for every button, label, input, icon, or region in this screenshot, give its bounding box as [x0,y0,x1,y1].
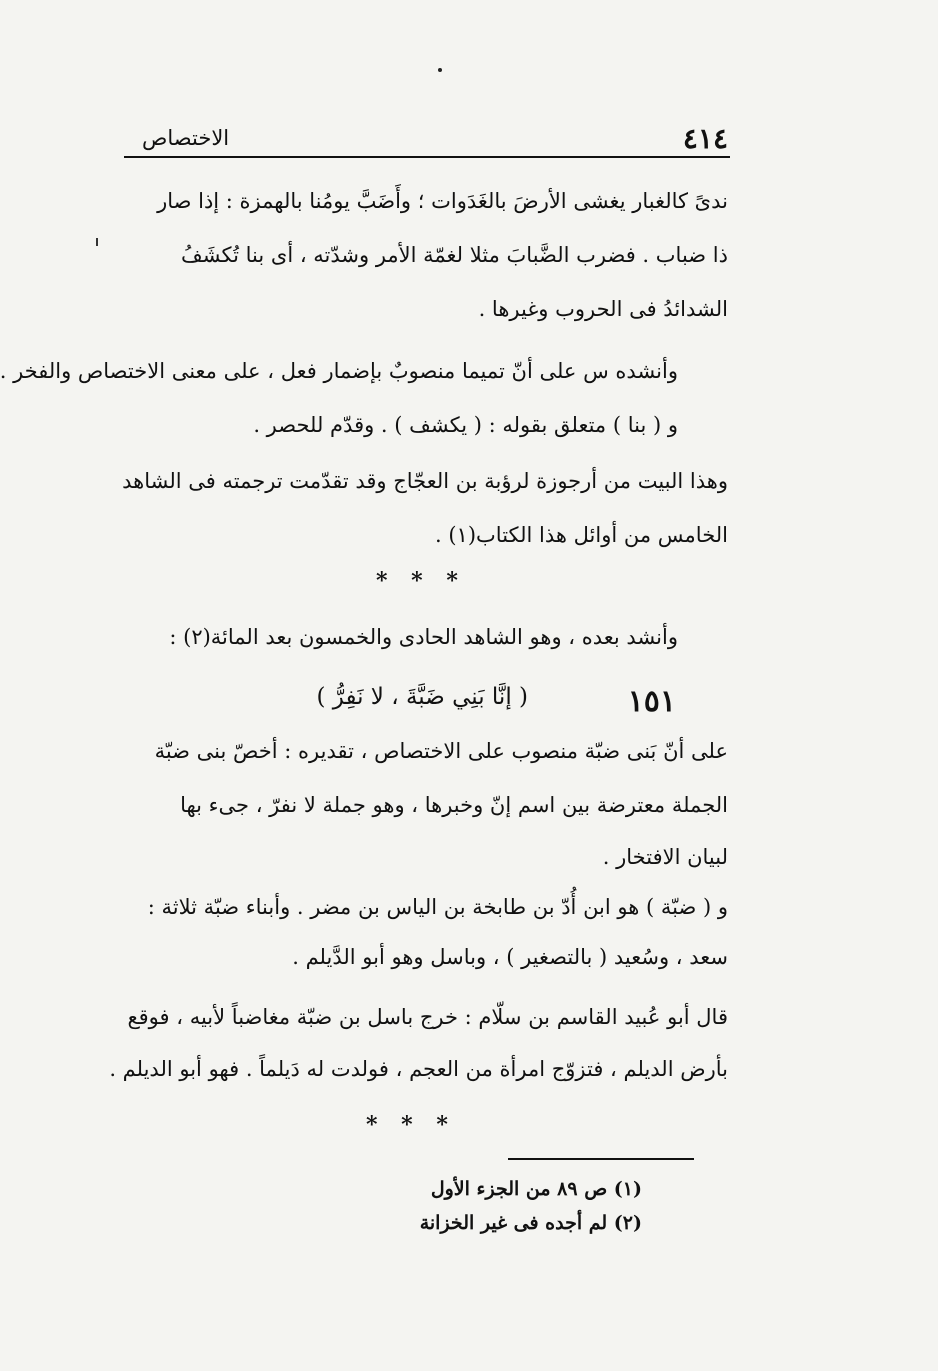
text-line: الجملة معترضة بين اسم إنّ وخبرها ، وهو جملة لا نفرّ ، جىء بها [180,793,728,817]
paragraph [128,188,728,321]
paragraph [122,468,728,548]
page-number: ٤١٤ [682,122,728,155]
paragraph [128,738,728,868]
footnote: (٢) لم أجده فى غير الخزانة [419,1212,642,1234]
text-line: وأنشده س على أنّ تميما منصوبٌ بإضمار فعل ، على معنى الاختصاص والفخر . [0,359,678,383]
text-line: قال أبو عُبيد القاسم بن سلّام : خرج باسل بن ضبّة مغاضباً لأبيه ، فوقع [127,1005,728,1029]
text-line: ذا ضباب . فضرب الضَّبابَ مثلا لغمّة الأمر وشدّته ، أى بنا تُكشَفُ [181,243,728,267]
paragraph [0,358,678,388]
text-line: وهذا البيت من أرجوزة لرؤبة بن العجّاج وقد تقدّمت ترجمته فى الشاهد [122,469,728,493]
text-line: بأرض الديلم ، فتزوّج امرأة من العجم ، فولدت له دَيلماً . فهو أبو الديلم . [109,1057,728,1081]
footnote-rule [508,1158,694,1160]
text-line: الخامس من أوائل هذا الكتاب(١) . [435,523,728,547]
section-separator: * * * [366,1112,456,1138]
text-line: سعد ، وسُعيد ( بالتصغير ) ، وباسل وهو أبو الدَّيلم . [292,945,728,969]
text-line: و ( ضبّة ) هو ابن أُدّ بن طابخة بن الياس بن مضر . وأبناء ضبّة ثلاثة : [147,895,728,919]
speck-mark [438,68,442,72]
verse-number: ١٥١ [627,684,676,719]
page-header [124,118,728,158]
text-line: لبيان الافتخار . [602,845,728,869]
text-line: ندىً كالغبار يغشى الأرضَ بالغَدَوات ؛ وأَضَبَّ يومُنا بالهمزة : إذا صار [157,189,728,213]
footnote: (١) ص ٨٩ من الجزء الأول [430,1178,642,1200]
text-line: الشدائدُ فى الحروب وغيرها . [478,297,728,321]
header-rule [124,156,730,158]
margin-mark [96,238,98,246]
text-line: على أنّ بَنى ضبّة منصوب على الاختصاص ، تقديره : أخصّ بنى ضبّة [154,739,728,763]
text-line: و ( بنا ) متعلق بقوله : ( يكشف ) . وقدّم للحصر . [253,413,678,437]
intro-line [169,624,678,654]
running-title: الاختصاص [142,126,230,150]
text-line: وأنشد بعده ، وهو الشاهد الحادى والخمسون بعد المائة(٢) : [169,625,678,649]
section-separator: * * * [376,568,466,594]
paragraph [109,1004,728,1084]
verse-text: ( إنَّا بَنِي ضَبَّةَ ، لا نَفِرُّ ) [316,684,528,710]
paragraph [128,894,728,974]
paragraph [253,412,678,442]
